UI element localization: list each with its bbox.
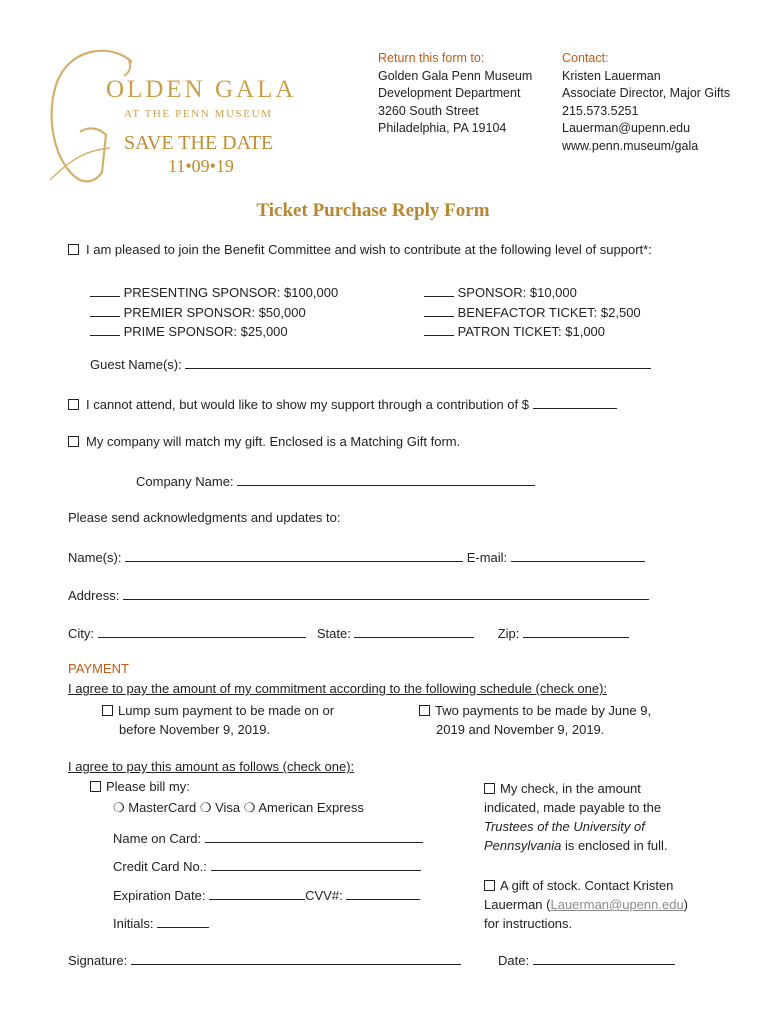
level-blank[interactable] [424, 283, 454, 297]
initials-label: Initials: [113, 916, 154, 931]
mastercard-label: MasterCard [128, 800, 197, 815]
return-to-line: Development Department [378, 86, 521, 100]
two-payments-line: 2019 and November 9, 2019. [436, 722, 605, 737]
date-field[interactable] [533, 951, 675, 965]
contact-email[interactable]: Lauerman@upenn.edu [562, 121, 691, 135]
mastercard-radio[interactable]: ❍ [113, 800, 125, 815]
signature-field[interactable] [131, 951, 461, 965]
save-the-date: SAVE THE DATE [124, 132, 274, 154]
address-label: Address: [68, 588, 120, 603]
level-blank[interactable] [424, 322, 454, 336]
signature-label: Signature: [68, 953, 128, 968]
check-option-end: is enclosed in full. [561, 838, 668, 853]
initials-field[interactable] [157, 914, 209, 928]
two-payments-checkbox[interactable] [419, 705, 430, 716]
contact-heading: Contact: [562, 51, 609, 65]
contact-line: 215.573.5251 [562, 103, 639, 118]
guest-names-field[interactable] [185, 355, 651, 369]
check-option-line: indicated, made payable to the [484, 800, 662, 815]
level-label: BENEFACTOR TICKET: $2,500 [457, 304, 641, 320]
bill-me-label: Please bill my: [106, 779, 190, 794]
contact-line: Kristen Lauerman [562, 68, 661, 83]
visa-radio[interactable]: ❍ [199, 800, 212, 815]
expiration-label: Expiration Date: [113, 888, 206, 903]
cannot-attend-text: I cannot attend, but would like to show my support through a contribution of $ [86, 397, 529, 412]
email-label: E-mail: [466, 550, 508, 565]
state-label: State: [316, 626, 351, 641]
acknowledgments-heading: Please send acknowledgments and updates to: [68, 510, 341, 525]
cvv-field[interactable] [346, 886, 420, 900]
level-label: PREMIER SPONSOR: $50,000 [123, 304, 306, 320]
stock-option-line: for instructions. [484, 916, 573, 931]
amex-radio[interactable]: ❍ [243, 800, 256, 815]
check-option-line: Trustees of the University of [484, 819, 645, 834]
name-on-card-field[interactable] [205, 829, 423, 843]
benefit-checkbox[interactable] [68, 244, 79, 255]
payment-schedule-text: I agree to pay the amount of my commitment according to the following schedule (check one): [68, 681, 608, 696]
level-label: SPONSOR: $10,000 [457, 285, 577, 300]
matching-gift-checkbox[interactable] [68, 436, 79, 447]
contact-block [562, 50, 730, 155]
zip-label: Zip: [497, 626, 520, 641]
lump-sum-checkbox[interactable] [102, 705, 113, 716]
card-number-field[interactable] [211, 857, 421, 871]
lump-sum-line: before November 9, 2019. [119, 722, 271, 737]
card-number-label: Credit Card No.: [113, 859, 207, 874]
level-label: PRESENTING SPONSOR: $100,000 [123, 285, 339, 300]
bill-me-checkbox[interactable] [90, 781, 101, 792]
two-payments-line: Two payments to be made by June 9, [435, 703, 652, 718]
level-blank[interactable] [424, 303, 454, 317]
names-label: Name(s): [68, 550, 122, 565]
return-to-line: Philadelphia, PA 19104 [378, 121, 507, 135]
level-blank[interactable] [90, 322, 120, 336]
company-name-label: Company Name: [136, 474, 234, 489]
return-to-line: Golden Gala Penn Museum [378, 68, 533, 83]
state-field[interactable] [354, 624, 474, 638]
email-field[interactable] [511, 548, 645, 562]
stock-option-checkbox[interactable] [484, 880, 495, 891]
logo-title: OLDEN GALA [106, 76, 297, 103]
stock-option-line: ) [683, 897, 689, 912]
check-option-checkbox[interactable] [484, 783, 495, 794]
amex-label: American Express [258, 800, 364, 815]
check-option-italic: Pennsylvania [484, 838, 562, 853]
level-blank[interactable] [90, 283, 120, 297]
form-title: Ticket Purchase Reply Form [256, 200, 490, 221]
stock-email-link[interactable]: Lauerman@upenn.edu [550, 897, 684, 912]
return-to-block [378, 50, 532, 138]
payment-heading: PAYMENT [68, 661, 129, 676]
names-field[interactable] [125, 548, 463, 562]
address-field[interactable] [123, 586, 649, 600]
stock-option-line: A gift of stock. Contact Kristen [500, 878, 674, 893]
contribution-amount-field[interactable] [533, 395, 617, 409]
contact-line: Associate Director, Major Gifts [562, 86, 731, 100]
check-option-line: My check, in the amount [500, 781, 641, 796]
pay-follows-text: I agree to pay this amount as follows (check one): [68, 759, 355, 774]
city-field[interactable] [98, 624, 306, 638]
zip-field[interactable] [523, 624, 629, 638]
cvv-label: CVV#: [305, 888, 343, 903]
visa-label: Visa [215, 800, 241, 815]
expiration-field[interactable] [209, 886, 305, 900]
level-blank[interactable] [90, 303, 120, 317]
city-label: City: [68, 626, 94, 641]
return-to-line: 3260 South Street [378, 103, 479, 118]
benefit-text: I am pleased to join the Benefit Committee and wish to contribute at the following level of support*: [86, 242, 652, 257]
lump-sum-line: Lump sum payment to be made on or [118, 703, 335, 718]
stock-option-line: Lauerman ( [484, 897, 551, 912]
logo [40, 40, 330, 190]
level-label: PATRON TICKET: $1,000 [457, 324, 606, 339]
return-to-heading: Return this form to: [378, 51, 485, 65]
level-label: PRIME SPONSOR: $25,000 [123, 324, 288, 339]
name-on-card-label: Name on Card: [113, 831, 202, 846]
event-date: 11•09•19 [168, 156, 234, 176]
date-label: Date: [498, 953, 530, 968]
logo-subtitle: AT THE PENN MUSEUM [124, 108, 273, 120]
company-name-field[interactable] [237, 472, 535, 486]
guest-names-label: Guest Name(s): [90, 357, 182, 372]
matching-gift-text: My company will match my gift. Enclosed is a Matching Gift form. [86, 434, 461, 449]
contact-website[interactable]: www.penn.museum/gala [562, 138, 699, 153]
cannot-attend-checkbox[interactable] [68, 399, 79, 410]
